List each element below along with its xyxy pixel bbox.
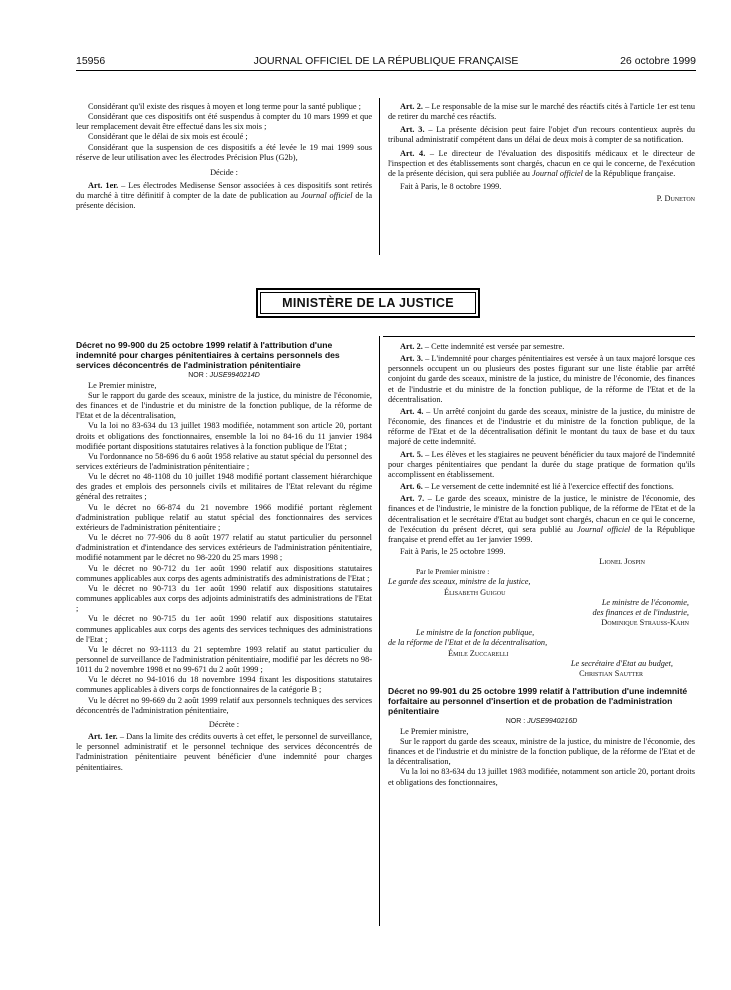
considerant-paragraph: Considérant que ces dispositifs ont été suspendus à compter du 10 mars 1999 et que leur remplacement devait être effectué dans les six mois ; bbox=[76, 112, 372, 132]
visa-paragraph: Vu la loi no 83-634 du 13 juillet 1983 modifiée, notamment son article 20, portant droits et obligations des fonctionnaires, ensemble la loi no 84-16 du 11 janvier 1984 modifiée portant dispositions statutaires relatives à la fonction publique de l'Etat ; bbox=[76, 421, 372, 451]
article-label: Art. 4. bbox=[400, 406, 424, 416]
considerant-paragraph: Considérant que le délai de six mois est écoulé ; bbox=[88, 132, 248, 142]
journal-title: JOURNAL OFFICIEL DE LA RÉPUBLIQUE FRANÇAISE bbox=[253, 55, 519, 67]
decree-1-title: Décret no 99-900 du 25 octobre 1999 relatif à l'attribution d'une indemnité pour charges pénitentiaires à certains personnels des services déconcentrés de l'administration pénitentiaire bbox=[76, 340, 340, 371]
decree-1-nor: NOR : JUSE9940214D bbox=[188, 371, 260, 379]
article-label: Art. 4. bbox=[400, 148, 426, 158]
signatory-name: Élisabeth Guigou bbox=[444, 587, 506, 597]
article-paragraph: Art. 6. – Le versement de cette indemnité est lié à l'exercice effectif des fonctions. bbox=[400, 482, 674, 492]
article-paragraph: Art. 4. – Un arrêté conjoint du garde des sceaux, ministre de la justice, du ministre de l'économie, des finances et de l'industrie et du ministre de la fonction publique, de la réforme de l'Etat et de la décentralisation définit le montant du taux de base et du taux majoré de cette indemnité. bbox=[388, 406, 695, 447]
visa-paragraph: Vu l'ordonnance no 58-696 du 6 août 1958 relative au statut spécial du personnel des services extérieurs de l'administration pénitentiaire ; bbox=[76, 451, 372, 472]
visa-paragraph: Vu le décret no 99-669 du 2 août 1999 relatif aux personnels techniques des services déconcentrés de l'administration pénitentiaire, bbox=[76, 695, 372, 715]
visa-paragraph: Sur le rapport du garde des sceaux, ministre de la justice, du ministre de l'économie, des finances et de l'industrie et du ministre de la fonction publique, de la réforme de l'Etat et de la décentralisation, bbox=[388, 736, 695, 767]
signatory-role: Le garde des sceaux, ministre de la justice, bbox=[388, 577, 531, 587]
article-4-paragraph: Art. 4. – Le directeur de l'évaluation des dispositifs médicaux et le directeur de l'inspection et des établissements sont chargés, chacun en ce qui le concerne, de l'exécution de la présente décision, qui sera publiée au Journal officiel de la République française. bbox=[388, 148, 695, 178]
signatory-name: Dominique Strauss-Kahn bbox=[601, 618, 689, 628]
top-right-column bbox=[388, 102, 695, 204]
article-1-paragraph: Art. 1er. – Les électrodes Medisense Sensor associées à ces dispositifs sont retirés du marché à titre définitif à compter de la date de publication au Journal officiel de la présente décision. bbox=[76, 181, 373, 211]
visa-paragraph: Vu le décret no 90-712 du 1er août 1990 relatif aux dispositions statutaires communes applicables aux corps des agents administratifs des administrations de l'Etat ; bbox=[76, 563, 372, 583]
decide-heading: Décide : bbox=[210, 167, 238, 177]
journal-officiel-ref: Journal officiel bbox=[300, 191, 353, 201]
column-divider bbox=[379, 336, 380, 926]
signatory-role: Le secrétaire d'Etat au budget, bbox=[570, 658, 673, 668]
top-left-column bbox=[76, 102, 372, 212]
article-label: Art. 6. bbox=[400, 482, 423, 492]
page-header bbox=[76, 55, 696, 69]
signatory-role: Le ministre de l'économie, bbox=[601, 597, 689, 607]
article-label: Art. 2. bbox=[400, 102, 423, 111]
nor-code: JUSE9940214D bbox=[209, 371, 260, 379]
visa-paragraph: Vu le décret no 94-1016 du 18 novembre 1994 fixant les dispositions statutaires communes applicables à divers corps de fonctionnaires de la catégorie B ; bbox=[76, 675, 372, 695]
article-label: Art. 7. bbox=[400, 494, 425, 504]
decrete-heading: Décrète : bbox=[208, 719, 240, 729]
article-label: Art. 3. bbox=[400, 125, 425, 135]
decree-1-left-column bbox=[76, 340, 372, 773]
par-premier-ministre: Par le Premier ministre : bbox=[416, 567, 490, 577]
journal-officiel-ref: Journal officiel bbox=[532, 168, 583, 178]
page-number: 15956 bbox=[76, 55, 106, 67]
article-label: Art. 2. bbox=[400, 342, 423, 351]
section-rule bbox=[383, 336, 695, 337]
decree-2-title: Décret no 99-901 du 25 octobre 1999 relatif à l'attribution d'une indemnité forfaitaire au personnel d'insertion et de probation de l'administration pénitentiaire bbox=[388, 686, 688, 717]
visa-paragraph: Vu le décret no 48-1108 du 10 juillet 1948 modifié portant classement hiérarchique des grades et emplois des personnels civils et militaires de l'Etat relevant du régime général des retraites ; bbox=[76, 472, 372, 502]
visa-paragraph: Vu le décret no 77-906 du 8 août 1977 relatif au statut particulier du personnel d'administration et d'intendance des services extérieurs de l'administration pénitentiaire, modifié notamment par le décret no 98-220 du 25 mars 1998 ; bbox=[76, 533, 372, 563]
article-7-paragraph: Art. 7. – Le garde des sceaux, ministre de la justice, le ministre de l'économie, des finances et de l'industrie, le ministre de la fonction publique, de la réforme de l'Etat et de la décentralisation et le secrétaire d'Etat au budget sont chargés, chacun en ce qui le concerne, de l'exécution du présent décret, qui sera publié au Journal officiel de la République française et prend effet au 1er janvier 1999. bbox=[388, 494, 696, 544]
article-3-paragraph: Art. 3. – La présente décision peut faire l'objet d'un recours contentieux auprès du tribunal administratif compétent dans un délai de deux mois à compter de sa notification. bbox=[388, 125, 696, 145]
visa-paragraph: Vu le décret no 66-874 du 21 novembre 1966 modifié portant règlement d'administration publique relatif au statut spécial des fonctionnaires des services extérieurs de l'administration pénitentiaire ; bbox=[76, 502, 372, 532]
journal-officiel-ref: Journal officiel bbox=[577, 524, 631, 534]
signatory-name: Christian Sautter bbox=[579, 668, 643, 678]
header-rule bbox=[76, 70, 696, 71]
ministry-title: MINISTÈRE DE LA JUSTICE bbox=[260, 292, 476, 314]
signatory-role: Le ministre de la fonction publique, bbox=[416, 628, 535, 638]
considerant-paragraph: Considérant que la suspension de ces dispositifs a été levée le 19 mai 1999 sous réserve de leur utilisation avec les électrodes Précision Plus (G2b), bbox=[76, 142, 372, 162]
article-label: Art. 5. bbox=[400, 449, 423, 459]
pm-signature: Lionel Jospin bbox=[599, 557, 645, 567]
fait-a-paris: Fait à Paris, le 25 octobre 1999. bbox=[400, 546, 506, 556]
article-1-paragraph: Art. 1er. – Dans la limite des crédits ouverts à cet effet, le personnel de surveillance, le personnel administratif et le personnel technique des services déconcentrés de l'administration pénitentiaire peuvent bénéficier d'une indemnité pour charges pénitentiaires. bbox=[76, 732, 372, 772]
signatory-role: des finances et de l'industrie, bbox=[592, 607, 689, 617]
visa-paragraph: Vu le décret no 93-1113 du 21 septembre 1993 relatif au statut particulier du personnel de surveillance de l'administration pénitentiaire, modifié par les décrets no 98-1011 du 2 novembre 1998 et no 99-671 du 2 août 1999 ; bbox=[76, 644, 372, 675]
article-label: Art. 1er. bbox=[88, 732, 118, 742]
visa-paragraph: Vu le décret no 90-715 du 1er août 1990 relatif aux dispositions statutaires communes applicables aux corps des agents des services techniques des administrations de l'Etat ; bbox=[76, 614, 372, 644]
visa-paragraph: Vu la loi no 83-634 du 13 juillet 1983 modifiée, notamment son article 20, portant droits et obligations des fonctionnaires, bbox=[388, 767, 695, 787]
article-paragraph: Art. 2. – Cette indemnité est versée par semestre. bbox=[400, 342, 565, 351]
column-divider bbox=[379, 98, 380, 255]
issue-date: 26 octobre 1999 bbox=[620, 55, 696, 67]
article-paragraph: Art. 5. – Les élèves et les stagiaires ne peuvent bénéficier du taux majoré de l'indemnité pour charges pénitentiaires que pendant la durée du stage pratique de formation qu'ils accomplissent en établissement. bbox=[388, 449, 695, 479]
article-label: Art. 3. bbox=[400, 354, 423, 364]
fait-a-paris: Fait à Paris, le 8 octobre 1999. bbox=[400, 182, 502, 192]
article-paragraph: Art. 3. – L'indemnité pour charges pénitentiaires est versée à un taux majoré lorsque ces personnels occupent un ou plusieurs des postes figurant sur une liste établie par arrêté conjoint du garde des sceaux, ministre de la justice, du ministre de l'économie, des finances et de l'industrie et du ministre de la fonction publique, de la réforme de l'Etat et de la décentralisation. bbox=[388, 354, 695, 404]
article-label: Art. 1er. bbox=[88, 181, 119, 191]
signature: P. Duneton bbox=[656, 194, 695, 204]
decree-2-nor: NOR : JUSE9940216D bbox=[505, 717, 578, 725]
signatory-role: de la réforme de l'Etat et de la décentralisation, bbox=[388, 638, 548, 648]
considerant-paragraph: Considérant qu'il existe des risques à moyen et long terme pour la santé publique ; bbox=[88, 102, 361, 111]
intro: Le Premier ministre, bbox=[400, 726, 469, 736]
ministry-banner bbox=[256, 288, 480, 318]
nor-code: JUSE9940216D bbox=[527, 717, 578, 725]
visa-paragraph: Sur le rapport du garde des sceaux, ministre de la justice, du ministre de l'économie, des finances et de l'industrie et du ministre de la fonction publique, de la réforme de l'Etat et de la décentralisation, bbox=[76, 390, 372, 421]
article-2-paragraph: Art. 2. – Le responsable de la mise sur le marché des réactifs cités à l'article 1er est tenu de retirer du marché ces réactifs. bbox=[388, 102, 696, 122]
intro: Le Premier ministre, bbox=[88, 380, 157, 390]
signatory-name: Émile Zuccarelli bbox=[448, 648, 509, 658]
visa-paragraph: Vu le décret no 90-713 du 1er août 1990 relatif aux dispositions statutaires communes applicables aux corps des adjoints administratifs des administrations de l'Etat ; bbox=[76, 583, 372, 614]
decree-1-right-column bbox=[388, 342, 695, 788]
